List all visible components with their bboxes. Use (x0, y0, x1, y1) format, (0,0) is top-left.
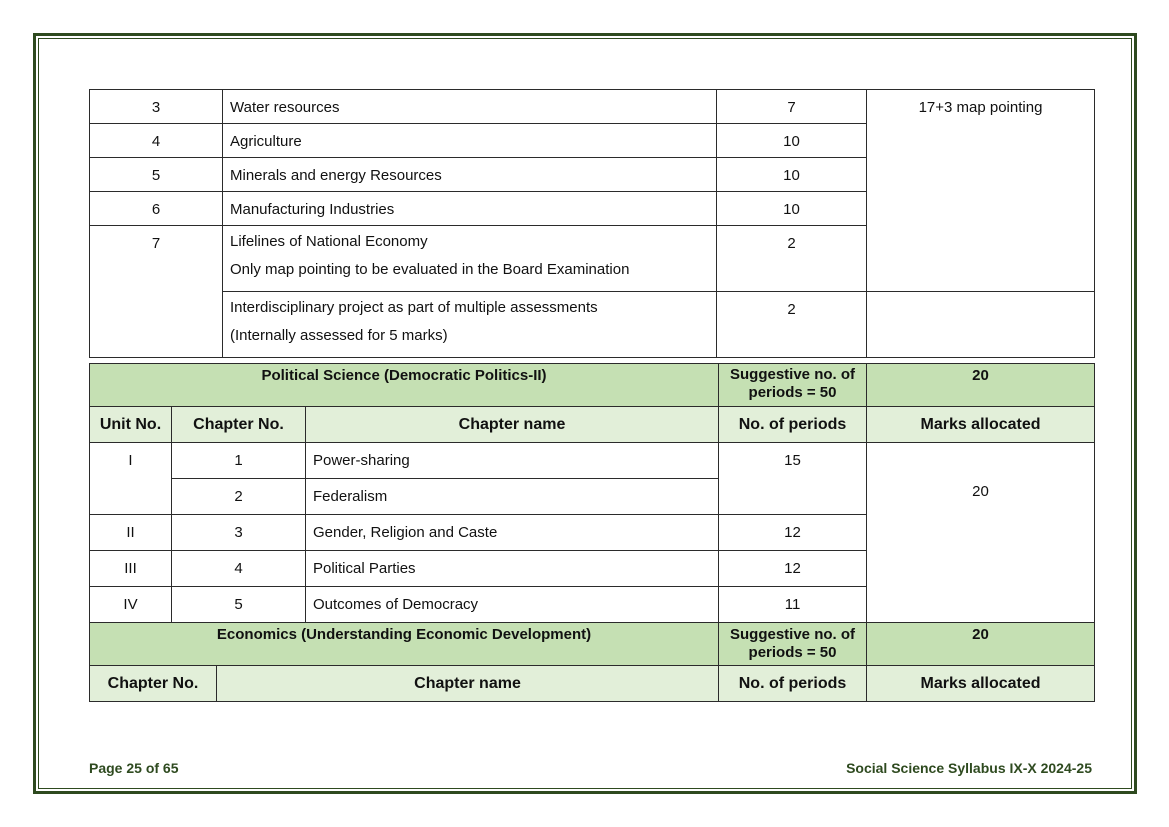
header-chapter-no: Chapter No. (90, 666, 217, 702)
periods: 12 (719, 551, 867, 587)
chapter-note: Only map pointing to be evaluated in the Board Examination (230, 261, 630, 278)
header-chapter-no: Chapter No. (172, 407, 306, 443)
section-header (90, 364, 1095, 407)
periods: 11 (719, 587, 867, 623)
project-description (223, 292, 717, 358)
header-periods: No. of periods (719, 407, 867, 443)
periods: 10 (717, 158, 867, 192)
project-line-2: (Internally assessed for 5 marks) (230, 327, 448, 344)
project-marks (867, 292, 1095, 358)
section-marks: 20 (867, 364, 1095, 407)
unit-no: II (90, 515, 172, 551)
chapter-no: 2 (172, 479, 306, 515)
unit-no: III (90, 551, 172, 587)
chapter-name: Minerals and energy Resources (223, 158, 717, 192)
header-unit: Unit No. (90, 407, 172, 443)
political-science-table (89, 363, 1095, 623)
page-number: Page 25 of 65 (89, 760, 179, 776)
chapter-title: Lifelines of National Economy (230, 233, 428, 250)
unit-no: I (90, 443, 172, 515)
chapter-name: Gender, Religion and Caste (306, 515, 719, 551)
section-title: Political Science (Democratic Politics-II) (90, 364, 719, 407)
table-row (90, 443, 1095, 479)
chapter-no: 4 (90, 124, 223, 158)
chapter-no: 3 (172, 515, 306, 551)
chapter-name: Federalism (306, 479, 719, 515)
geography-marks: 17+3 map pointing (867, 90, 1095, 292)
section-title: Economics (Understanding Economic Development) (90, 623, 719, 666)
unit-no: IV (90, 587, 172, 623)
periods: 2 (717, 226, 867, 292)
project-line-1: Interdisciplinary project as part of multiple assessments (230, 299, 598, 316)
chapter-name: Manufacturing Industries (223, 192, 717, 226)
document-title: Social Science Syllabus IX-X 2024-25 (846, 760, 1092, 776)
chapter-no: 1 (172, 443, 306, 479)
chapter-name: Political Parties (306, 551, 719, 587)
chapter-name (223, 226, 717, 292)
periods: 12 (719, 515, 867, 551)
chapter-no: 4 (172, 551, 306, 587)
column-headers (90, 407, 1095, 443)
header-periods: No. of periods (719, 666, 867, 702)
project-periods: 2 (717, 292, 867, 358)
chapter-no: 5 (90, 158, 223, 192)
header-chapter-name: Chapter name (306, 407, 719, 443)
suggestive-periods: Suggestive no. of periods = 50 (719, 364, 867, 407)
periods: 10 (717, 192, 867, 226)
periods: 10 (717, 124, 867, 158)
suggestive-periods: Suggestive no. of periods = 50 (719, 623, 867, 666)
chapter-no: 7 (90, 226, 223, 358)
chapter-name: Agriculture (223, 124, 717, 158)
marks-allocated: 20 (867, 443, 1095, 623)
header-chapter-name: Chapter name (217, 666, 719, 702)
section-header (90, 623, 1095, 666)
periods: 15 (719, 443, 867, 515)
chapter-no: 6 (90, 192, 223, 226)
chapter-no: 3 (90, 90, 223, 124)
chapter-name: Outcomes of Democracy (306, 587, 719, 623)
table-row (90, 292, 1095, 358)
chapter-name: Water resources (223, 90, 717, 124)
geography-table (89, 89, 1095, 358)
header-marks: Marks allocated (867, 666, 1095, 702)
chapter-name: Power-sharing (306, 443, 719, 479)
periods: 7 (717, 90, 867, 124)
column-headers (90, 666, 1095, 702)
economics-table (89, 622, 1095, 702)
header-marks: Marks allocated (867, 407, 1095, 443)
section-marks: 20 (867, 623, 1095, 666)
table-row (90, 90, 1095, 124)
chapter-no: 5 (172, 587, 306, 623)
